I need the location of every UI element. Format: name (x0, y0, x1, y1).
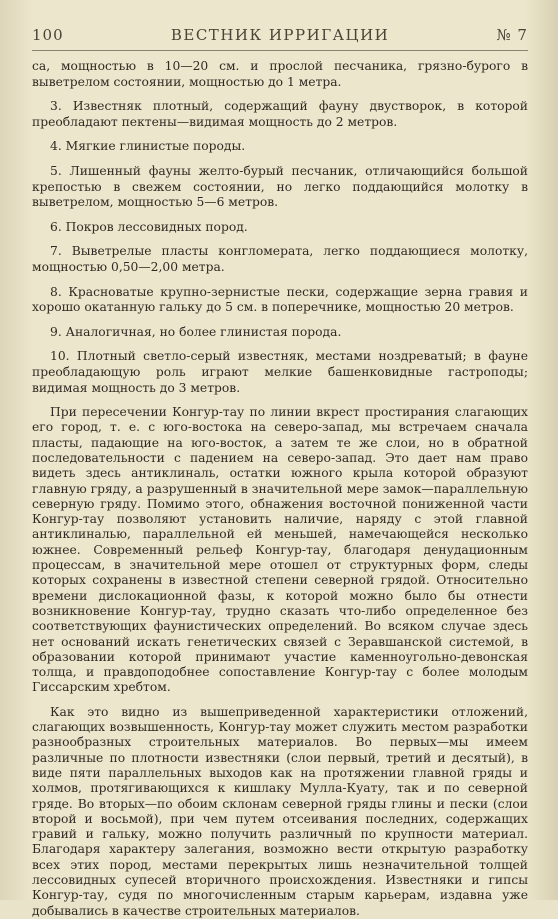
paragraph-layer-7: 7. Выветрелые пласты конгломерата, легко поддающиеся молотку, мощностью 0,50—2,00 метра. (32, 244, 528, 274)
paragraph-layer-9: 9. Аналогичная, но более глинистая порода. (50, 324, 342, 339)
paragraph-materials: Как это видно из вышеприведенной характеристики отложений, слагающих возвышенность, Конгур-тау может служить местом разработки разнообразных строительных материалов. Во первых—мы имеем различные по плотности известняки (слои первый, третий и десятый), в виде пяти параллельных выходов как на протяжении главной гряды и холмов, протягивающихся к кишлаку Мулла-Куату, так и по северной гряде. Во вторых—по обоим склонам северной гряды глины и пески (слои второй и восьмой), при чем путем отсеивания последних, содержащих гравий и гальку, можно получить различный по крупности материал. Благодаря характеру залегания, возможно вести открытую разработку всех этих пород, местами перекрытых лишь незначительной толщей лессовидных супесей вторичного происхождения. Известняки и гипсы Конгур-тау, судя по многочисленным старым карьерам, издавна уже добывались в качестве строительных материалов. (32, 704, 528, 918)
paragraph-layer-10: 10. Плотный светло-серый известняк, местами ноздреватый; в фауне преобладающую роль играют мелкие башенковидные гастроподы; видимая мощность до 3 метров. (32, 349, 528, 395)
issue-number: № 7 (496, 26, 528, 44)
paragraph-layer-8: 8. Красноватые крупно-зернистые пески, содержащие зерна гравия и хорошо окатанную гальку до 5 см. в поперечнике, мощностью 20 метров. (32, 284, 528, 315)
paragraph-layer-5: 5. Лишенный фауны желто-бурый песчаник, отличающийся большой крепостью в свежем состоянии, но легко поддающийся молотку в выветрелом, мощностью 5—6 метров. (32, 163, 528, 210)
paragraph-anticline: При пересечении Конгур-тау по линии вкрест простирания слагающих его город, т. е. с юго-востока на северо-запад, мы встречаем сначала пласты, падающие на юго-восток, а затем те же слои, но в обратной последовательности с падением на северо-запад. Это дает нам право видеть здесь антиклиналь, остатки южного крыла которой образуют главную гряду, а разрушенный в значительной мере замок—параллельную северную гряду. Помимо этого, обнажения восточной пониженной части Конгур-тау позволяют установить наличие, наряду с этой главной антиклиналью, параллельной ей меньшей, намечающейся несколько южнее. Современный рельеф Конгур-тау, благодаря денудационным процессам, в значительной мере отошел от структурных форм, следы которых сохранены в известной степени северной грядой. Относительно времени дислокационной фазы, к которой можно было бы отнести возникновение Конгур-тау, трудно сказать что-либо определенное без соответствующих фаунистических определений. Во всяком случае здесь нет оснований искать генетических связей с Зеравшанской системой, в образовании которой принимают участие каменноугольно-девонская толща, и правдоподобнее сопоставление Конгур-тау с более молодым Гиссарским хребтом. (32, 405, 528, 695)
running-header (32, 26, 528, 51)
article-body (32, 59, 528, 919)
paragraph-layer-6: 6. Покров лессовидных пород. (50, 219, 248, 234)
paragraph-layer-3: 3. Известняк плотный, содержащий фауну двустворок, в которой преобладают пектены—видимая мощность до 2 метров. (32, 99, 528, 129)
paragraph-continuation: са, мощностью в 10—20 см. и прослой песчаника, грязно-бурого в выветрелом состоянии, мощностью до 1 метра. (32, 59, 528, 89)
page-number: 100 (32, 26, 64, 44)
journal-title: ВЕСТНИК ИРРИГАЦИИ (170, 26, 390, 44)
paragraph-layer-4: 4. Мягкие глинистые породы. (50, 139, 246, 154)
